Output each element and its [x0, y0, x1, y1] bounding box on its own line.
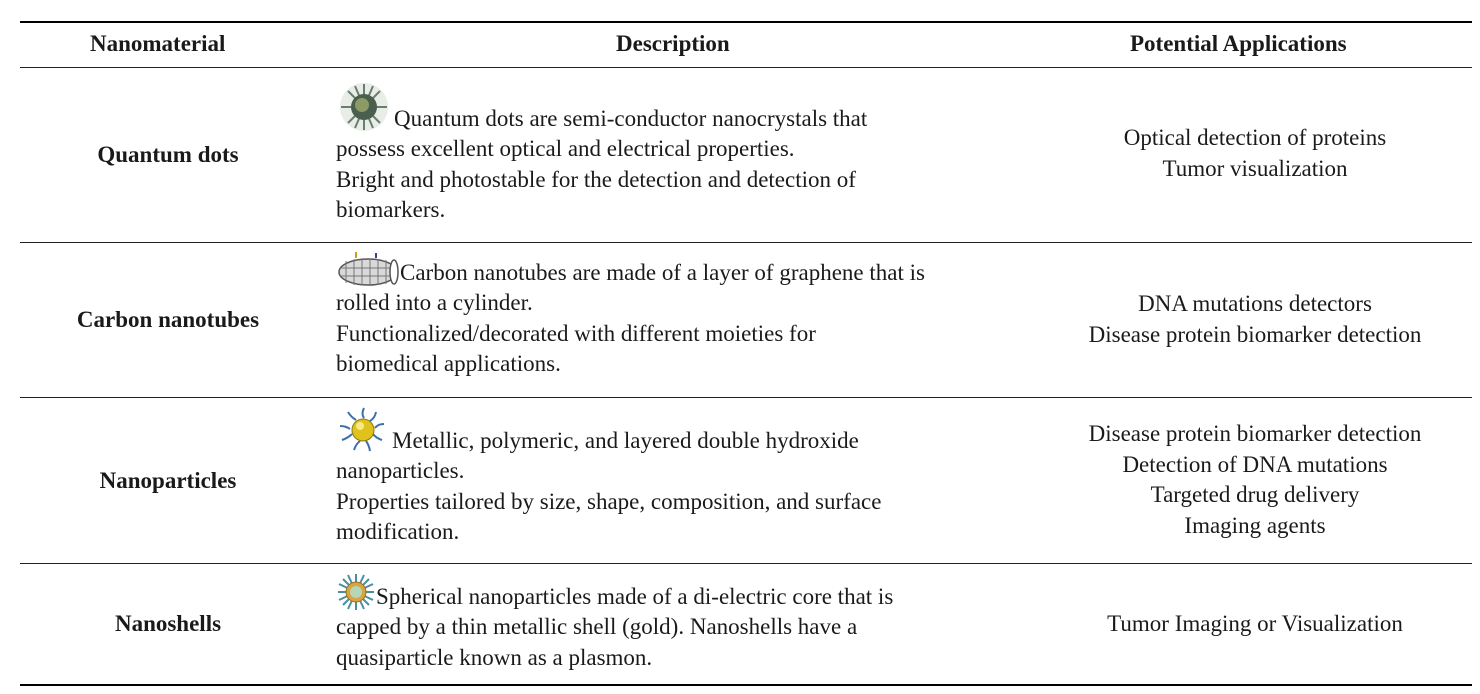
description-line: biomarkers.	[336, 197, 446, 222]
description-cell	[336, 572, 1056, 673]
description-line: Carbon nanotubes are made of a layer of graphene that is	[400, 259, 925, 285]
application-item: Detection of DNA mutations	[1122, 451, 1388, 477]
description-line: Properties tailored by size, shape, composition, and surface	[336, 488, 882, 514]
nanoparticle-icon	[336, 404, 392, 456]
description-line: biomedical applications.	[336, 351, 561, 376]
description-line: nanoparticles.	[336, 458, 465, 483]
applications-cell	[1040, 419, 1470, 541]
application-item: Targeted drug delivery	[1150, 482, 1360, 507]
application-item: Optical detection of proteins	[1123, 125, 1387, 150]
nanomaterial-name: Quantum dots	[97, 142, 239, 167]
table-bottom-rule	[20, 684, 1472, 686]
application-item: Disease protein biomarker detection	[1088, 421, 1422, 446]
description-line: possess excellent optical and electrical properties.	[336, 136, 795, 161]
description-cell	[336, 82, 1056, 226]
header-description: Description	[616, 31, 730, 56]
application-item: Tumor visualization	[1162, 155, 1348, 181]
application-item: Imaging agents	[1184, 512, 1326, 538]
row-divider	[20, 563, 1472, 564]
application-item: DNA mutations detectors	[1138, 291, 1372, 316]
description-line: Bright and photostable for the detection and detection of	[336, 166, 856, 192]
applications-cell	[1040, 609, 1470, 640]
description-line: Functionalized/decorated with different moieties for	[336, 320, 816, 346]
header-nanomaterial: Nanomaterial	[90, 31, 226, 56]
description-line: Spherical nanoparticles made of a di-electric core that is	[376, 583, 894, 609]
row-divider	[20, 397, 1472, 398]
applications-cell	[1040, 289, 1470, 350]
description-line: Metallic, polymeric, and layered double hydroxide	[392, 427, 859, 453]
nanomaterial-name: Nanoparticles	[99, 468, 237, 493]
header-applications: Potential Applications	[1130, 31, 1347, 56]
application-item: Disease protein biomarker detection	[1088, 321, 1422, 347]
nanomaterial-name: Carbon nanotubes	[76, 307, 260, 332]
application-item: Tumor Imaging or Visualization	[1107, 611, 1403, 636]
description-cell	[336, 404, 1056, 548]
applications-cell	[1040, 123, 1470, 184]
row-divider	[20, 242, 1472, 243]
carbon-nanotube-icon	[336, 252, 400, 288]
description-line: Quantum dots are semi-conductor nanocrystals that	[394, 105, 868, 131]
nanoshell-icon	[336, 572, 376, 612]
description-line: modification.	[336, 519, 460, 544]
table-top-rule	[20, 21, 1472, 23]
description-cell	[336, 252, 1056, 380]
nanomaterial-name: Nanoshells	[114, 611, 222, 636]
quantum-dot-icon	[336, 82, 394, 134]
description-line: quasiparticle known as a plasmon.	[336, 644, 653, 670]
description-line: rolled into a cylinder.	[336, 290, 533, 315]
header-rule	[20, 67, 1472, 68]
description-line: capped by a thin metallic shell (gold). Nanoshells have a	[336, 614, 858, 639]
